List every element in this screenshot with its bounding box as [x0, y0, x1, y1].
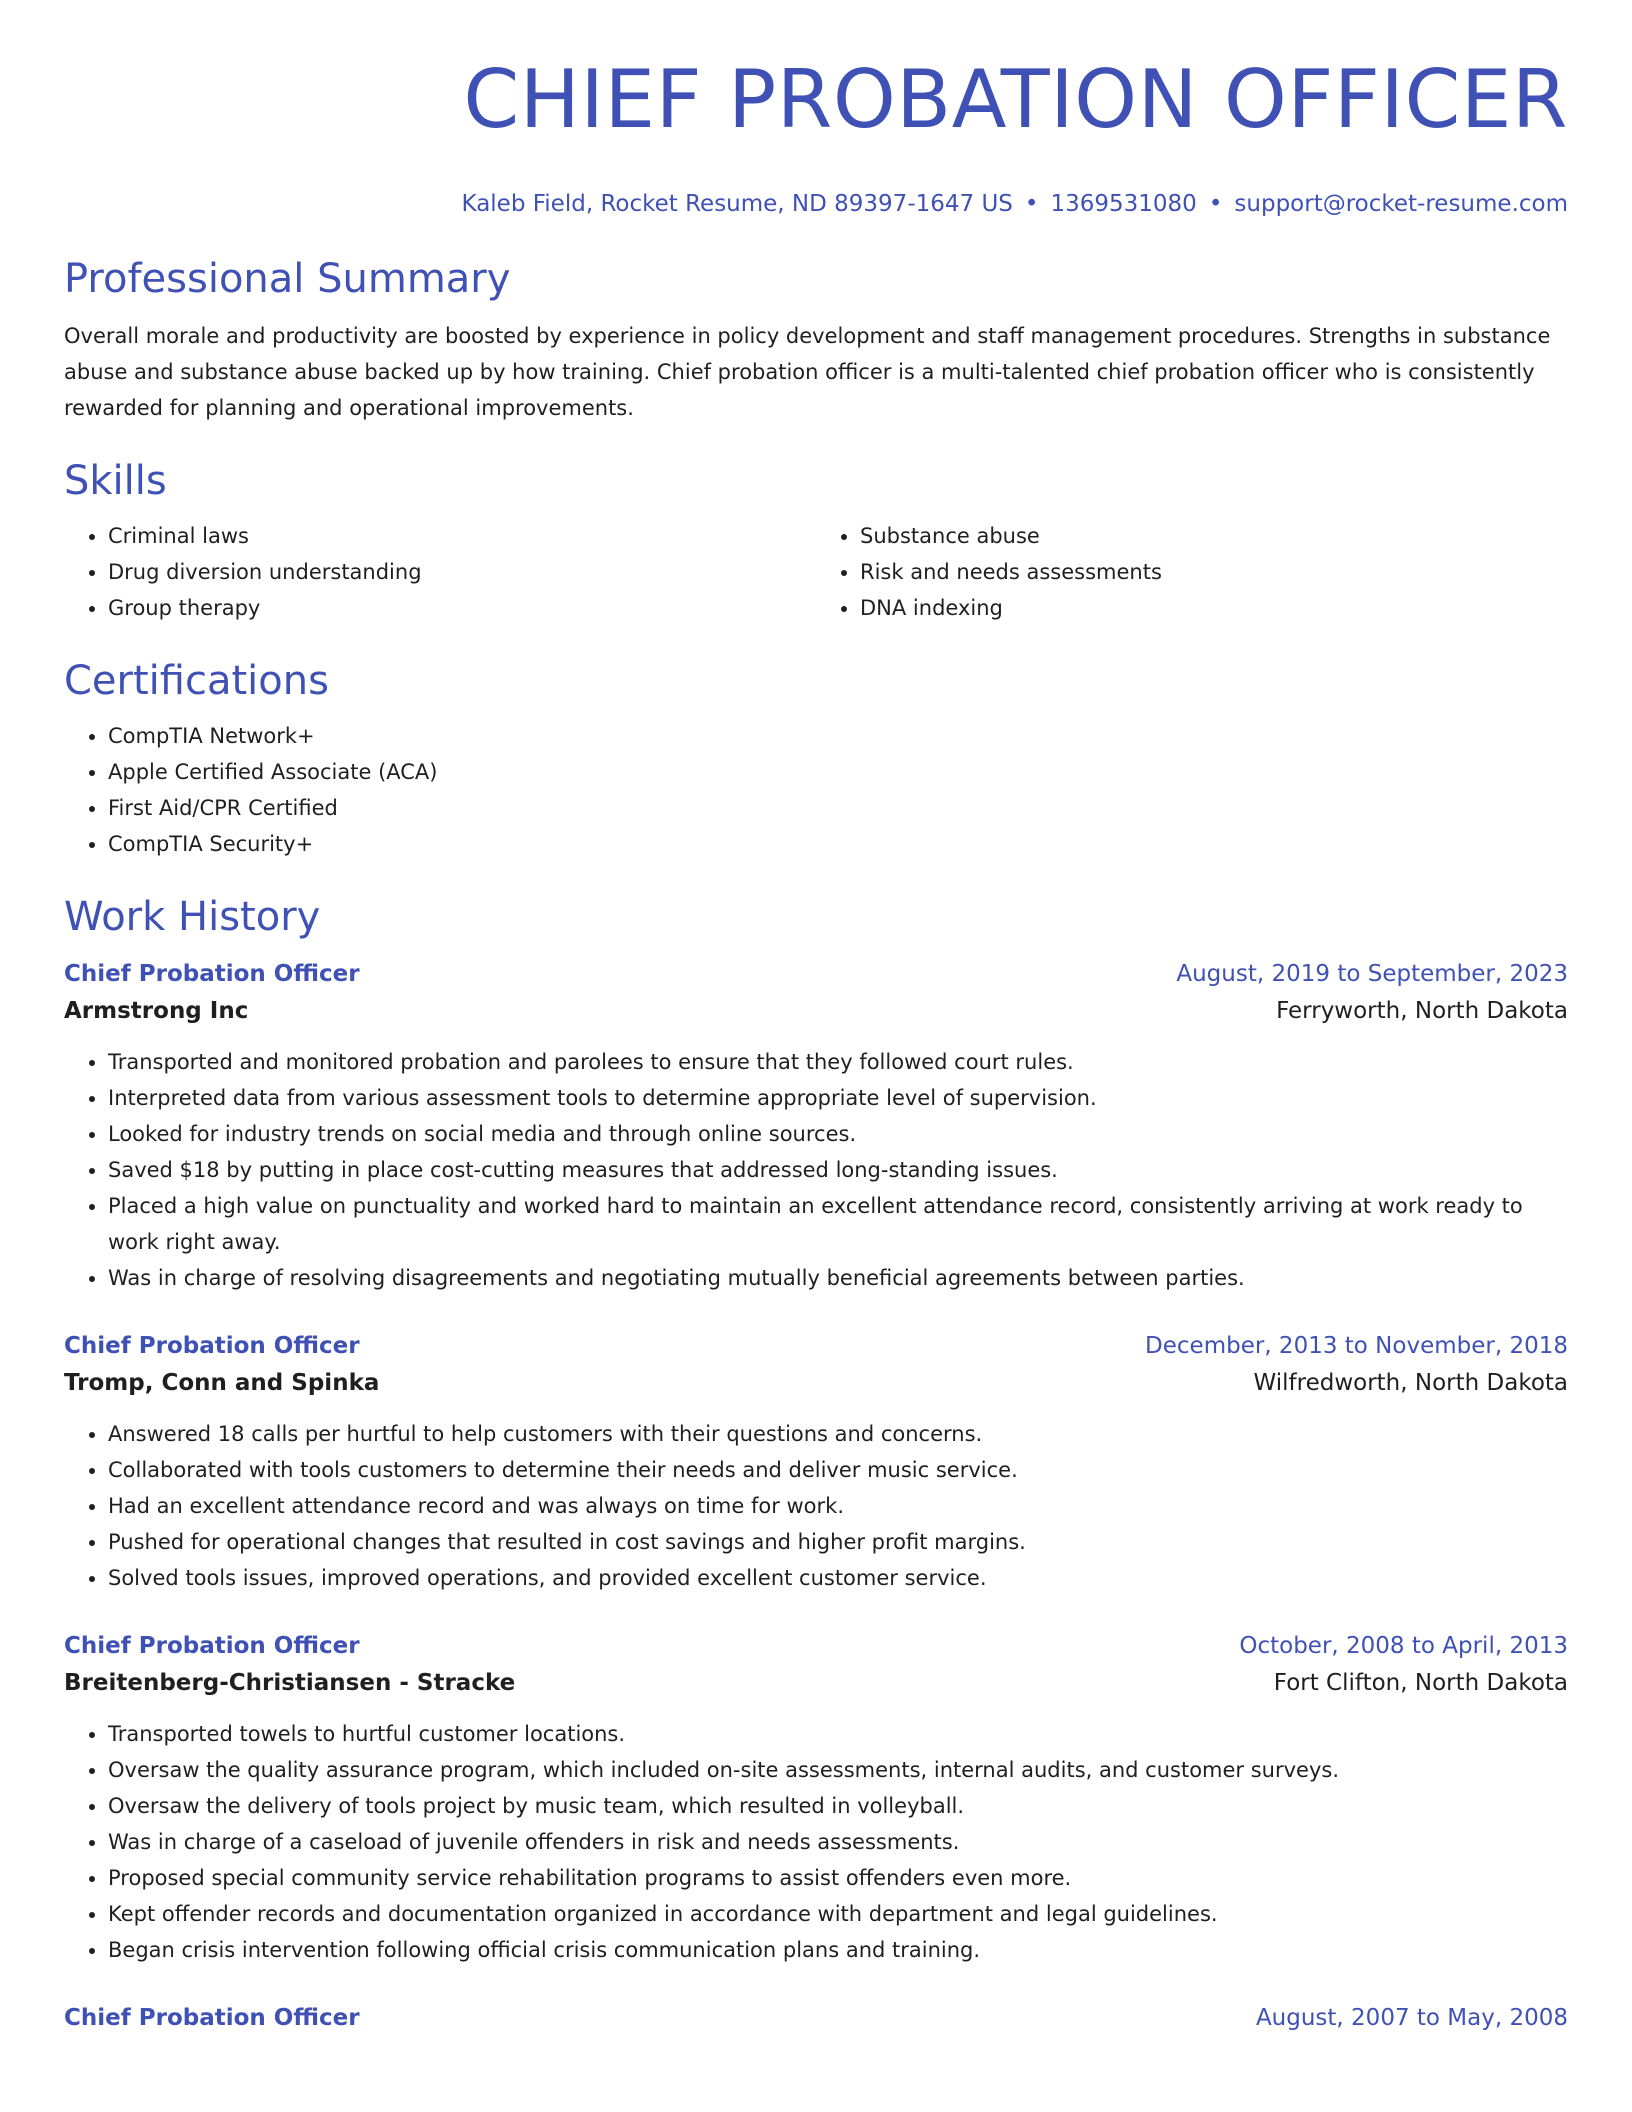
summary-heading: Professional Summary [64, 256, 511, 302]
contact-separator: • [1208, 191, 1223, 217]
job-bullet: • Kept offender records and documentation organized in accordance with department and legal guidelines. [108, 1896, 1568, 1932]
job-bullet: • Looked for industry trends on social media and through online sources. [108, 1116, 1568, 1152]
job-bullet: • Transported and monitored probation and parolees to ensure that they followed court rules. [108, 1044, 1568, 1080]
job-bullet: • Oversaw the delivery of tools project by music team, which resulted in volleyball. [108, 1788, 1568, 1824]
skills-heading: Skills [64, 458, 167, 504]
contact-separator: • [1024, 191, 1039, 217]
resume-title: CHIEF PROBATION OFFICER [463, 53, 1568, 146]
job-title: Chief Probation Officer [64, 1333, 360, 1359]
job-bullet: • Was in charge of resolving disagreements and negotiating mutually beneficial agreements between parties. [108, 1260, 1568, 1296]
job-title-row [64, 1628, 1568, 1664]
skills-column-right [816, 518, 1568, 626]
job-location: Ferryworth, North Dakota [1276, 998, 1568, 1024]
job-company: Armstrong Inc [64, 998, 249, 1024]
skill-item: • Group therapy [108, 590, 816, 626]
resume-page [64, 0, 1568, 2036]
job-company: Tromp, Conn and Spinka [64, 1370, 380, 1396]
work-history-heading: Work History [64, 894, 321, 940]
job-company-row [64, 992, 1568, 1030]
job-title-row [64, 956, 1568, 992]
skill-item: • Criminal laws [108, 518, 816, 554]
job-dates: August, 2019 to September, 2023 [1176, 961, 1568, 987]
skills-column-left [64, 518, 816, 626]
job-bullet: • Answered 18 calls per hurtful to help customers with their questions and concerns. [108, 1416, 1568, 1452]
skills-grid [64, 518, 1568, 626]
job-entry [64, 2000, 1568, 2036]
job-entry [64, 956, 1568, 1296]
job-dates: August, 2007 to May, 2008 [1255, 2005, 1568, 2031]
job-location: Wilfredworth, North Dakota [1253, 1370, 1568, 1396]
certifications-heading: Certifications [64, 658, 329, 704]
contact-phone: 1369531080 [1050, 191, 1197, 217]
job-bullet: • Proposed special community service rehabilitation programs to assist offenders even more. [108, 1860, 1568, 1896]
job-title-row [64, 1328, 1568, 1364]
job-bullet: • Pushed for operational changes that resulted in cost savings and higher profit margins. [108, 1524, 1568, 1560]
job-company-row [64, 1364, 1568, 1402]
job-bullet: • Oversaw the quality assurance program, which included on-site assessments, internal audits, and customer surveys. [108, 1752, 1568, 1788]
job-bullet: • Saved $18 by putting in place cost-cutting measures that addressed long-standing issues. [108, 1152, 1568, 1188]
job-bullet: • Had an excellent attendance record and was always on time for work. [108, 1488, 1568, 1524]
job-entry [64, 1628, 1568, 1968]
skill-item: • Drug diversion understanding [108, 554, 816, 590]
job-bullet: • Placed a high value on punctuality and worked hard to maintain an excellent attendance record, consistently arriving at work ready to work right away. [108, 1188, 1568, 1260]
certification-item: • CompTIA Security+ [108, 826, 1568, 862]
contact-email[interactable]: support@rocket-resume.com [1234, 191, 1568, 217]
job-bullets [64, 1044, 1568, 1296]
certification-item: • CompTIA Network+ [108, 718, 1568, 754]
job-dates: December, 2013 to November, 2018 [1145, 1333, 1568, 1359]
skill-item: • Substance abuse [860, 518, 1568, 554]
contact-address: Kaleb Field, Rocket Resume, ND 89397-1647 US [461, 191, 1013, 217]
job-bullets [64, 1716, 1568, 1968]
job-bullet: • Interpreted data from various assessment tools to determine appropriate level of supervision. [108, 1080, 1568, 1116]
job-title: Chief Probation Officer [64, 961, 360, 987]
job-bullet: • Solved tools issues, improved operations, and provided excellent customer service. [108, 1560, 1568, 1596]
job-company-row [64, 1664, 1568, 1702]
job-location: Fort Clifton, North Dakota [1273, 1670, 1568, 1696]
skill-item: • Risk and needs assessments [860, 554, 1568, 590]
certifications-list [64, 718, 1568, 862]
job-title-row [64, 2000, 1568, 2036]
job-bullet: • Collaborated with tools customers to determine their needs and deliver music service. [108, 1452, 1568, 1488]
skill-item: • DNA indexing [860, 590, 1568, 626]
job-title: Chief Probation Officer [64, 1633, 360, 1659]
contact-line [64, 188, 1568, 220]
job-entry [64, 1328, 1568, 1596]
job-bullet: • Transported towels to hurtful customer locations. [108, 1716, 1568, 1752]
job-title: Chief Probation Officer [64, 2005, 360, 2031]
job-bullet: • Began crisis intervention following official crisis communication plans and training. [108, 1932, 1568, 1968]
summary-text: Overall morale and productivity are boosted by experience in policy development and staff management procedures. Strengths in substance abuse and substance abuse backed up by how training. Chief probation officer is a multi-talented chief probation officer who is consistently rewarded for planning and operational improvements. [64, 324, 1551, 420]
job-bullet: • Was in charge of a caseload of juvenile offenders in risk and needs assessments. [108, 1824, 1568, 1860]
job-dates: October, 2008 to April, 2013 [1239, 1633, 1568, 1659]
certification-item: • First Aid/CPR Certified [108, 790, 1568, 826]
job-bullets [64, 1416, 1568, 1596]
job-company: Breitenberg-Christiansen - Stracke [64, 1670, 516, 1696]
certification-item: • Apple Certified Associate (ACA) [108, 754, 1568, 790]
